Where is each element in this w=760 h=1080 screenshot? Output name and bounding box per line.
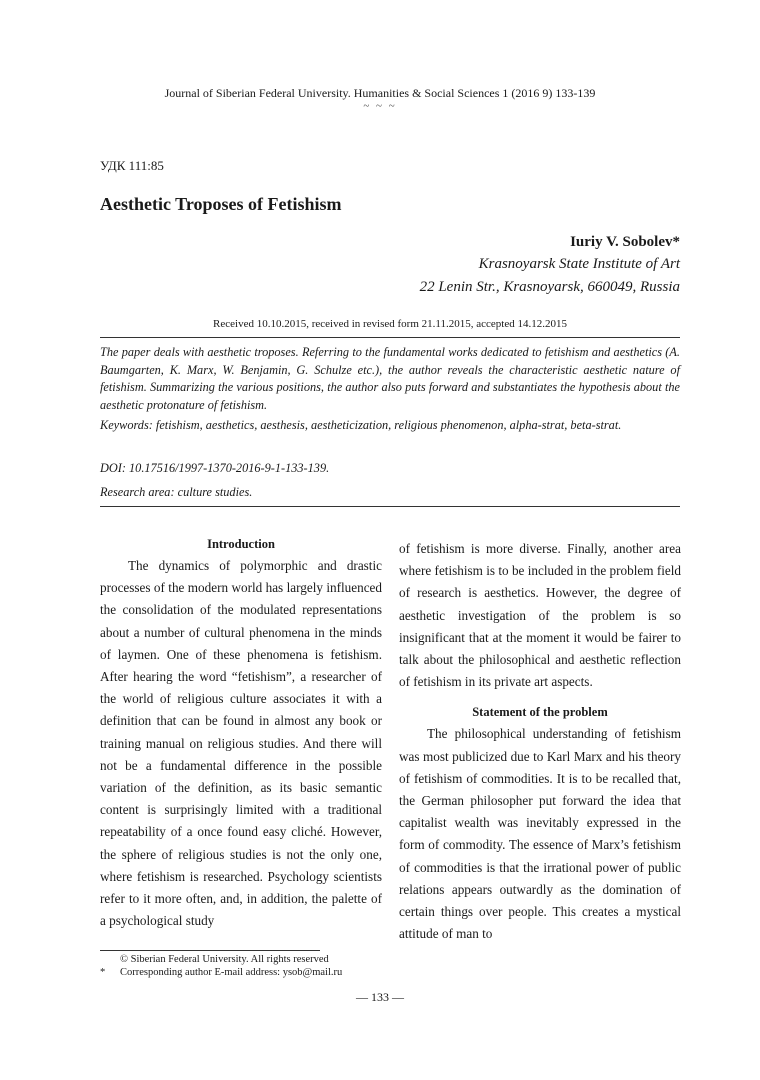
udk-code: УДК 111:85 — [100, 158, 164, 173]
section-heading-introduction: Introduction — [207, 537, 275, 551]
header-ornament: ~ ~ ~ — [363, 100, 397, 112]
doi: DOI: 10.17516/1997-1370-2016-9-1-133-139. — [100, 461, 330, 475]
right-column — [399, 538, 681, 945]
author-institution: Krasnoyarsk State Institute of Art — [478, 256, 680, 272]
statement-paragraph: The philosophical understanding of fetishism was most publicized due to Karl Marx and his theory of fetishism of commodities. It is to be recalled that, the German philosopher put forward the idea that capitalist wealth was inevitably expressed in the form of commodity. The essence of Marx’s fetishism of commodities is that the irrational power of public relations appears outwardly as the domination of certain things over people. This creates a mystical attitude of man to — [399, 726, 681, 942]
page-number: — 133 — — [356, 990, 404, 1004]
section-heading-statement: Statement of the problem — [472, 705, 608, 720]
keywords: Keywords: fetishism, aesthetics, aesthesis, aestheticization, religious phenomenon, alpha-strat, beta-strat. — [100, 418, 622, 432]
research-area: Research area: culture studies. — [100, 485, 253, 499]
journal-header: Journal of Siberian Federal University. Humanities & Social Sciences 1 (2016 9) 133-139 — [164, 86, 596, 100]
footnote-asterisk: * — [100, 967, 106, 978]
abstract-top-rule — [100, 337, 680, 338]
author-name: Iuriy V. Sobolev* — [570, 234, 680, 250]
left-column — [100, 533, 382, 932]
abstract-bottom-rule — [100, 506, 680, 507]
abstract: The paper deals with aesthetic troposes. Referring to the fundamental works dedicated to fetishism and aesthetics (A. Baumgarten, K. Marx, W. Benjamin, G. Schulze etc.), the author reveals the characteristic aesthetic nature of fetishism. Summarizing the various positions, the author also puts forward and substantiates the hypothesis about the aesthetic protonature of fetishism. — [100, 345, 680, 412]
received-dates: Received 10.10.2015, received in revised form 21.11.2015, accepted 14.12.2015 — [213, 318, 567, 330]
footnote-rule — [100, 950, 320, 951]
footnote-corresponding — [100, 966, 342, 979]
author-address: 22 Lenin Str., Krasnoyarsk, 660049, Russia — [419, 279, 680, 295]
introduction-paragraph: The dynamics of polymorphic and drastic processes of the modern world has largely influenced the consolidation of the modulated representations about a number of cultural phenomena in the minds of laymen. One of these phenomena is fetishism. After hearing the word “fetishism”, a researcher of the world of religious culture associates it with a definition that can be found in almost any book or training manual on religious studies. And there will not be a fundamental difference in the possible variation of the definition, as its basic semantic content is surprisingly limited with a traditional repeatability of a once found easy cliché. However, the sphere of religious studies is not the only one, where fetishism is researched. Psychology scientists refer to it more often, and, in addition, the palette of a psychological study — [100, 558, 382, 929]
footnote-copyright: © Siberian Federal University. All rights reserved — [120, 954, 329, 965]
article-title: Aesthetic Troposes of Fetishism — [100, 194, 342, 214]
introduction-continuation: of fetishism is more diverse. Finally, another area where fetishism is to be included in the problem field of research is aesthetics. However, the degree of aesthetic investigation of the problem is so insignificant that at the moment it would be fairer to talk about the philosophical and aesthetic reflection of fetishism in its private art aspects. — [399, 541, 681, 690]
footnote-corresponding-text: Corresponding author E-mail address: ysob@mail.ru — [120, 967, 343, 978]
